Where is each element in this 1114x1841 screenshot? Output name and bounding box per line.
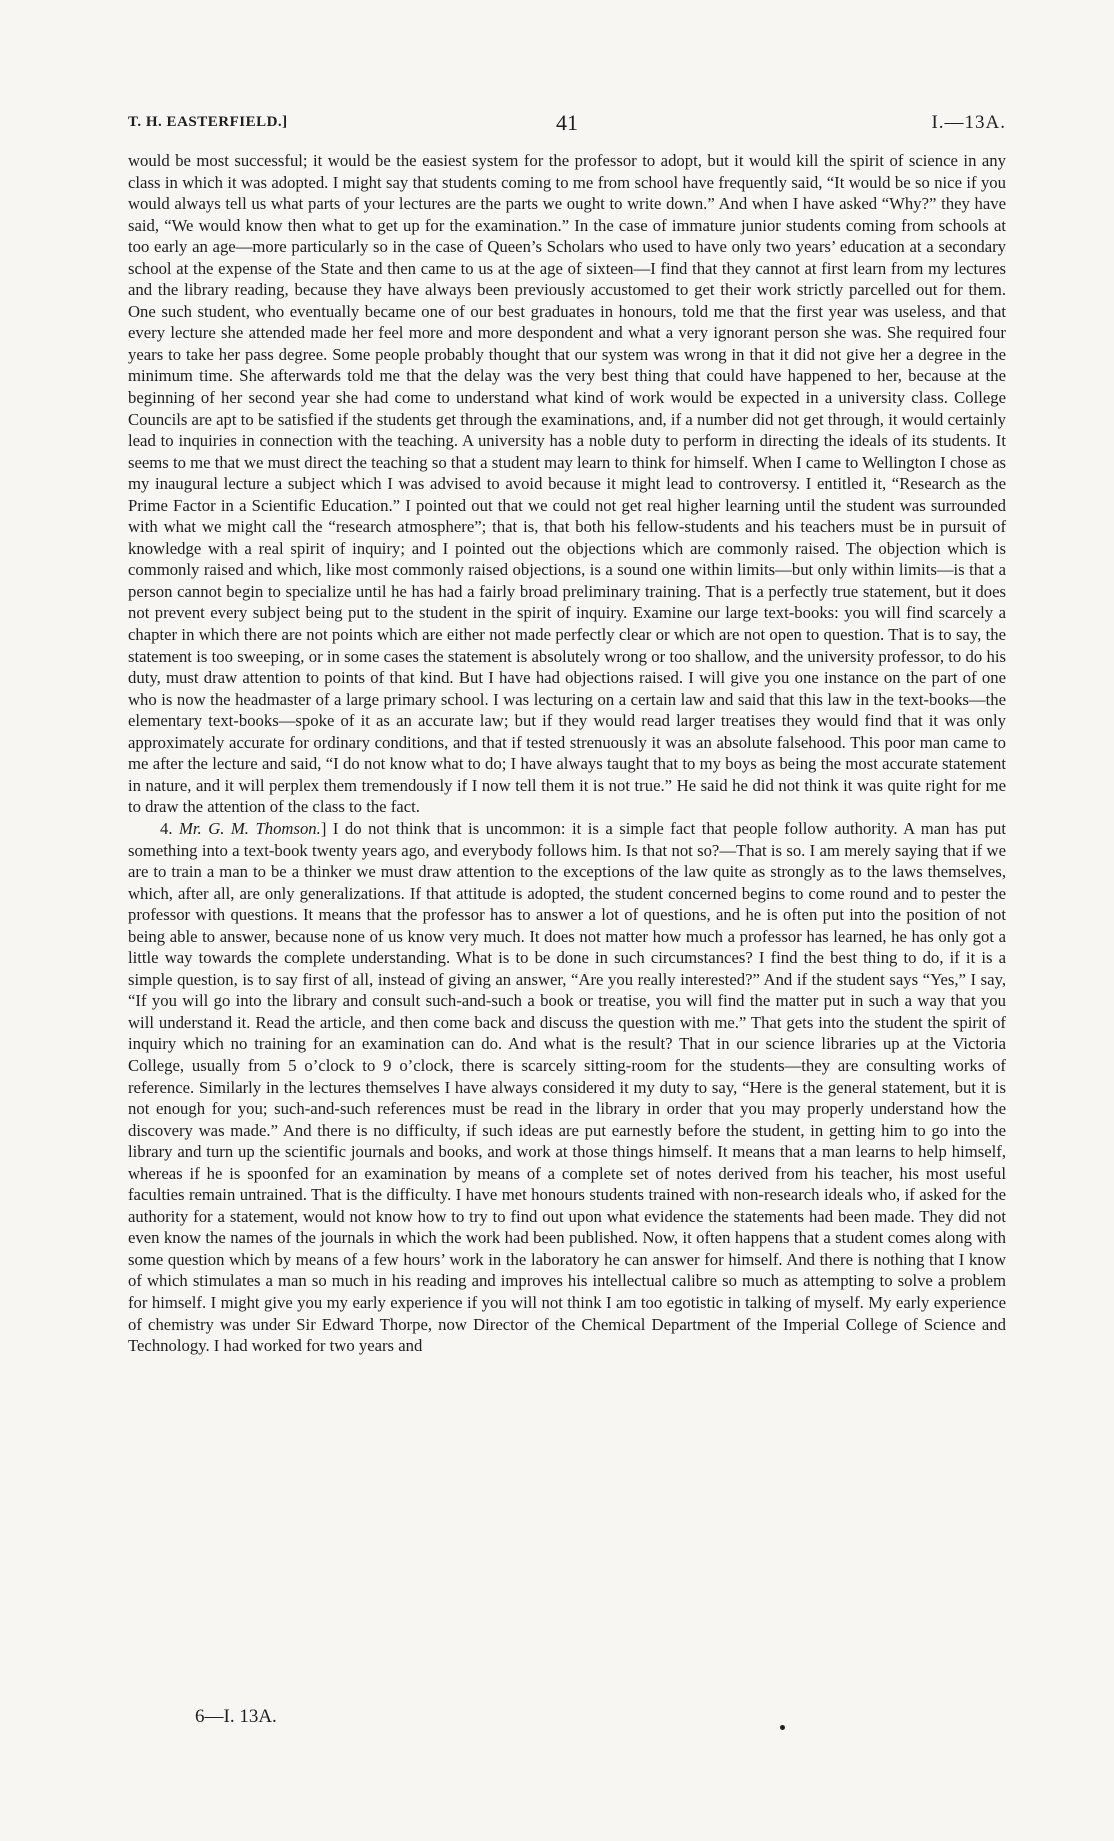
signature-mark: 6—I. 13A. <box>195 1706 277 1727</box>
document-reference: I.—13A. <box>931 112 1006 133</box>
speaker-name: Mr. G. M. Thomson. <box>179 818 321 838</box>
page-number: 41 <box>556 110 578 135</box>
print-speck <box>780 1725 785 1730</box>
paragraph-continued: would be most successful; it would be the easiest system for the professor to adopt, but it would kill the spirit of science in any class in which it was adopted. I might say that students coming to me from school have frequently said, “It would be so nice if you would always tell us what parts of your lectures are the parts we ought to write down.” And when I have asked “Why?” they have said, “We would know then what to get up for the examination.” In the case of immature junior students coming from schools at too early an age—more particularly so in the case of Queen’s Scholars who used to have only two years’ education at a secondary school at the expense of the State and then came to us at the age of sixteen—I find that they cannot at first learn from my lectures and the library reading, because they have always been previously accustomed to get their work strictly parcelled out for them. One such student, who eventually became one of our best graduates in honours, told me that the first year was useless, and that every lecture she attended made her feel more and more despondent and what a very ignorant person she was. She required four years to take her pass degree. Some people probably thought that our system was wrong in that it did not give her a degree in the minimum time. She afterwards told me that the delay was the very best thing that could have happened to her, because at the beginning of her second year she had come to understand what kind of work would be expected in a university class. College Councils are apt to be satisfied if the students get through the examinations, and, if a number did not get through, it would certainly lead to inquiries in connection with the teaching. A university has a noble duty to perform in directing the ideals of its students. It seems to me that we must direct the teaching so that a student may learn to think for himself. When I came to Wellington I chose as my inaugural lecture a subject which I was advised to avoid because it might lead to controversy. I entitled it, “Research as the Prime Factor in a Scientific Education.” I pointed out that we could not get real higher learning until the student was surrounded with what we might call the “research atmosphere”; that is, that both his fellow-students and his teachers must be in pursuit of knowledge with a real spirit of inquiry; and I pointed out the objections which are commonly raised. The objection which is commonly raised and which, like most commonly raised objections, is a sound one within limits—but only within limits—is that a person cannot begin to specialize until he has had a fairly broad preliminary training. That is a perfectly true statement, but it does not prevent every subject being put to the student in the spirit of inquiry. Examine our large text-books: you will find scarcely a chapter in which there are not points which are either not made perfectly clear or which are not open to question. That is to say, the statement is too sweeping, or in some cases the statement is absolutely wrong or too shallow, and the university professor, to do his duty, must draw attention to points of that kind. But I have had objections raised. I will give you one instance on the part of one who is now the headmaster of a large primary school. I was lecturing on a certain law and said that this law in the text-books—the elementary text-books—spoke of it as an accurate law; but if they would read larger treatises they would find that it was only approximately accurate for ordinary conditions, and that if tested strenuously it was an absolute falsehood. This poor man came to me after the lecture and said, “I do not know what to do; I have always taught that to my boys as being the most accurate statement in nature, and it will perplex them tremendously if I now tell them it is not true.” He said he did not think it was quite right for me to draw the attention of the class to the fact. <box>128 151 1006 817</box>
page-header <box>128 110 1006 136</box>
paragraph-question-4 <box>128 818 1006 1357</box>
body-text <box>128 150 1006 1357</box>
running-head-author: T. H. EASTERFIELD.] <box>128 114 288 130</box>
paragraph-text: ] I do not think that is uncommon: it is a simple fact that people follow authority. A man has put something into a text-book twenty years ago, and everybody follows him. Is that not so?—That is so. I am merely saying that if we are to train a man to be a thinker we must draw attention to the exceptions of the law quite as strongly as to the laws themselves, which, after all, are only generalizations. If that attitude is adopted, the student concerned begins to come round and to pester the professor with questions. It means that the professor has to answer a lot of questions, and he is often put into the position of not being able to answer, because none of us know very much. It does not matter how much a professor has learned, he has only got a little way towards the complete understanding. What is to be done in such circumstances? I find the best thing to do, if it is a simple question, is to say first of all, instead of giving an answer, “Are you really interested?” And if the student says “Yes,” I say, “If you will go into the library and consult such-and-such a book or treatise, you will find the matter put in such a way that you will understand it. Read the article, and then come back and discuss the question with me.” That gets into the student the spirit of inquiry which no training for an examination can do. And what is the result? That in our science libraries up at the Victoria College, usually from 5 o’clock to 9 o’clock, there is scarcely sitting-room for the students—they are consulting works of reference. Similarly in the lectures themselves I have always considered it my duty to say, “Here is the general statement, but it is not enough for you; such-and-such references must be read in the library in order that you may properly understand how the discovery was made.” And there is no difficulty, if such ideas are put earnestly before the student, in getting him to go into the library and turn up the scientific journals and books, and work at those things himself. It means that a man learns to help himself, whereas if he is spoonfed for an examination by means of a complete set of notes derived from his teacher, his most useful faculties remain untrained. That is the difficulty. I have met honours students trained with non-research ideals who, if asked for the authority for a statement, would not know how to try to find out upon what evidence the statements had been made. They did not even know the names of the journals in which the work had been published. Now, it often happens that a student comes along with some question which by means of a few hours’ work in the laboratory he can answer for himself. And there is nothing that I know of which stimulates a man so much in his reading and improves his intellectual calibre so much as attempting to solve a problem for himself. I might give you my early experience if you will not think I am too egotistic in talking of myself. My early experience of chemistry was under Sir Edward Thorpe, now Director of the Chemical Department of the Imperial College of Science and Technology. I had worked for two years and <box>128 818 1006 1356</box>
question-number: 4. <box>160 818 173 838</box>
